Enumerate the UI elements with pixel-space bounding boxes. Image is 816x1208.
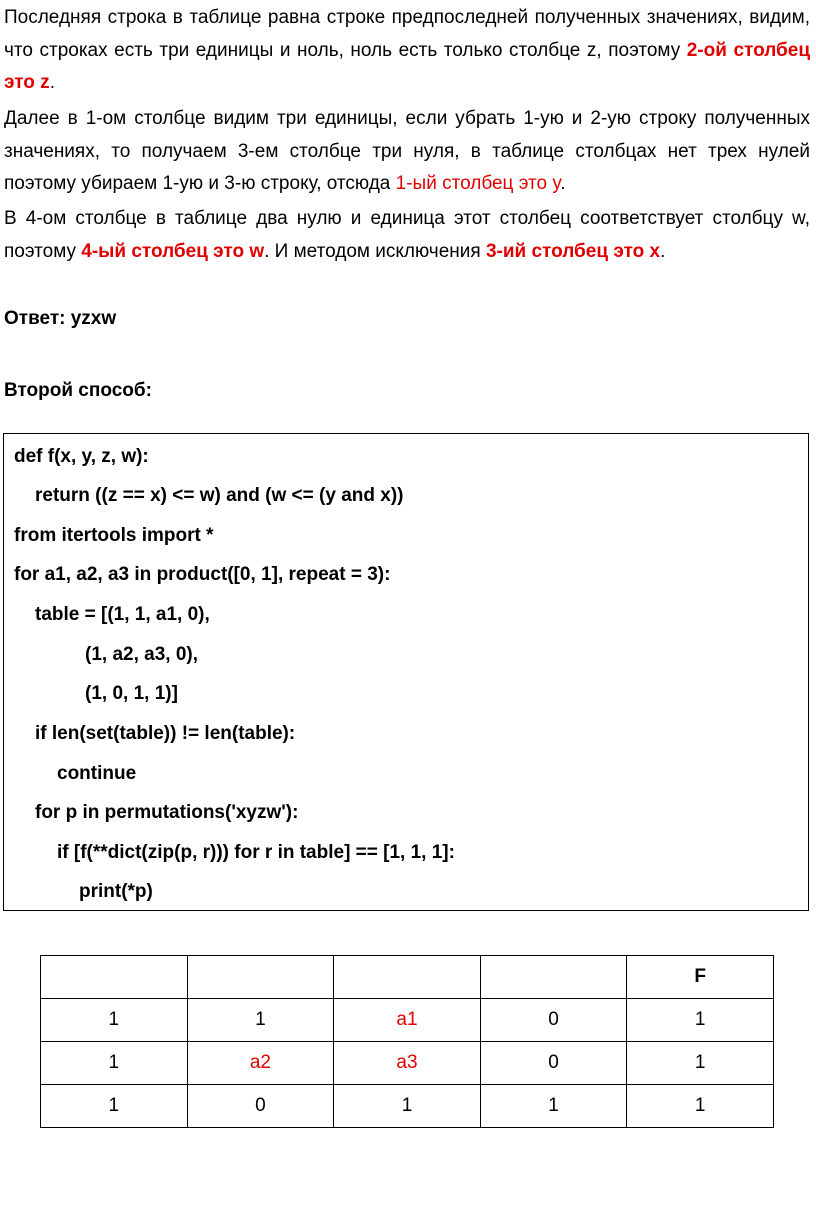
table-header-cell xyxy=(334,956,481,999)
paragraph-3 xyxy=(4,203,810,268)
table-cell: 1 xyxy=(627,1042,774,1085)
paragraph-3-highlight-2: 3-ий столбец это x xyxy=(485,240,661,262)
table-header-cell xyxy=(480,956,627,999)
table-cell: 1 xyxy=(41,1085,188,1128)
code-block xyxy=(3,433,809,911)
paragraph-1 xyxy=(4,2,810,100)
table-row xyxy=(41,999,774,1042)
table-cell: 1 xyxy=(187,999,334,1042)
code-line: return ((z == x) <= w) and (w <= (y and x)) xyxy=(35,485,404,506)
table-cell-variable: a2 xyxy=(187,1042,334,1085)
truth-table xyxy=(40,955,774,1128)
paragraph-3-highlight-1: 4-ый столбец это w xyxy=(81,240,265,262)
table-cell-variable: a1 xyxy=(334,999,481,1042)
code-line: continue xyxy=(57,763,137,784)
paragraph-1-text: Последняя строка в таблице равна строке предпоследней полученных значениях, видим, что строках есть три единицы и ноль, ноль есть только столбце z, поэтому xyxy=(4,7,810,61)
table-cell: 1 xyxy=(627,999,774,1042)
paragraph-1-end: . xyxy=(49,72,55,93)
table-cell-variable: a3 xyxy=(334,1042,481,1085)
paragraph-2-highlight: 1-ый столбец это y xyxy=(395,173,561,194)
paragraph-1-highlight: 2-ой столбец это z xyxy=(4,39,811,93)
table-cell: 1 xyxy=(41,1042,188,1085)
table-cell: 0 xyxy=(480,999,627,1042)
second-method-heading: Второй способ: xyxy=(4,380,152,401)
table-cell: 0 xyxy=(480,1042,627,1085)
table-row xyxy=(41,1042,774,1085)
code-line: for p in permutations('xyzw'): xyxy=(35,802,299,823)
table-cell: 1 xyxy=(480,1085,627,1128)
paragraph-2 xyxy=(4,103,810,201)
table-cell: 1 xyxy=(41,999,188,1042)
paragraph-3-text: В 4-ом столбце в таблице два нулю и единица этот столбец соответствует столбцу w, поэтому xyxy=(4,208,810,262)
paragraph-2-text: Далее в 1-ом столбце видим три единицы, если убрать 1-ую и 2-ую строку полученных значениях, то получаем 3-ем столбце три нуля, в таблице столбцах нет трех нулей поэтому убираем 1-ую и 3-ю строку, отсюда xyxy=(4,108,810,194)
paragraph-3-mid: . И методом исключения xyxy=(264,240,486,262)
table-cell: 0 xyxy=(187,1085,334,1128)
code-line: for a1, a2, a3 in product([0, 1], repeat = 3): xyxy=(14,564,391,585)
table-header-cell xyxy=(187,956,334,999)
table-header-cell: F xyxy=(627,956,774,999)
code-line: def f(x, y, z, w): xyxy=(14,446,149,467)
code-line: (1, 0, 1, 1)] xyxy=(85,683,178,704)
code-line: (1, a2, a3, 0), xyxy=(85,644,199,665)
code-line: if [f(**dict(zip(p, r))) for r in table] == [1, 1, 1]: xyxy=(57,842,455,863)
code-line: from itertools import * xyxy=(14,525,214,546)
table-row xyxy=(41,1085,774,1128)
code-line: print(*p) xyxy=(79,881,153,902)
code-line: if len(set(table)) != len(table): xyxy=(35,723,296,744)
table-cell: 1 xyxy=(627,1085,774,1128)
answer-heading: Ответ: yzxw xyxy=(4,308,117,329)
paragraph-3-end: . xyxy=(660,240,666,262)
table-header-cell xyxy=(41,956,188,999)
paragraph-2-end: . xyxy=(560,173,566,194)
code-line: table = [(1, 1, a1, 0), xyxy=(35,604,210,625)
table-cell: 1 xyxy=(334,1085,481,1128)
table-header-row xyxy=(41,956,774,999)
